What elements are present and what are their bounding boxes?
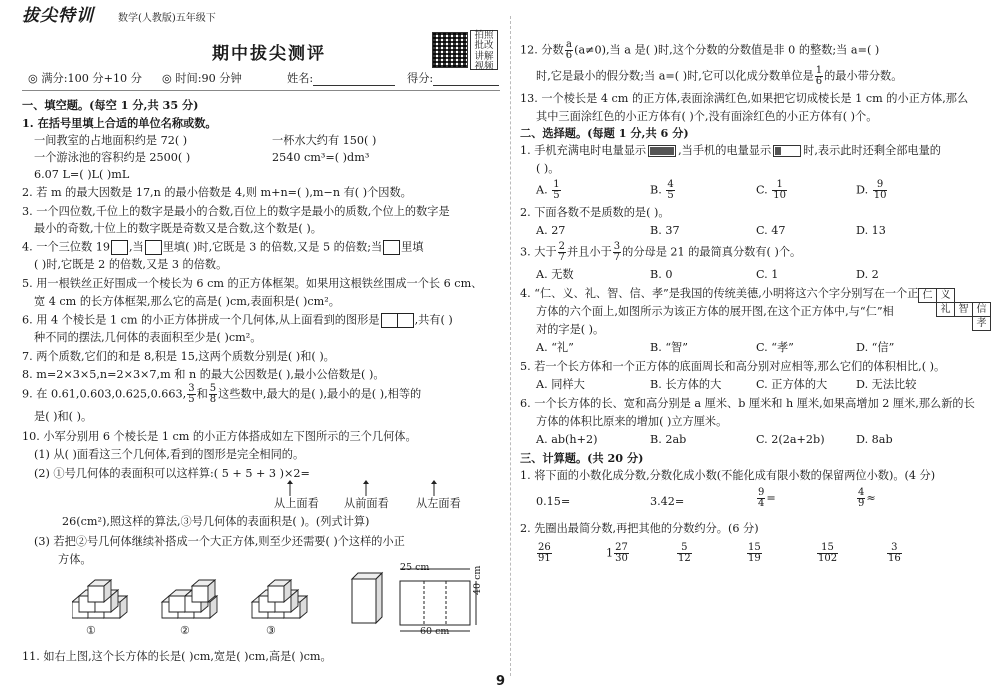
score-field[interactable]: 得分: [407,72,499,86]
k2-text: 2. 先圈出最简分数,再把其他的分数约分。(6 分) [520,522,759,535]
q10-part1: (1) 从( )面看这三个几何体,看到的图形是完全相同的。 [34,448,305,461]
net-face-xiao: 孝 [972,316,991,331]
figure-label-3: ③ [266,624,277,637]
label-top-view: 从上面看 [274,497,319,510]
k1-item-d: $\frac{4}{9}$ ≈ [858,487,876,509]
digit-box [145,240,162,255]
c2-text: 2. 下面各数不是质数的是( )。 [520,206,670,219]
q2-text: 2. 若 m 的最大因数是 17,n 的最小倍数是 4,则 m+n=( ),m−n 有( )个因数。 [22,186,412,199]
fraction: $\frac{1}{6}$ [815,65,823,87]
c4-option-d[interactable]: D. “信” [856,341,895,354]
q1e: 6.07 L=( )L( )mL [34,168,130,181]
c4-line2: 方体的六个面上,如图所示为该正方体的展开图,在这个正方体中,与“仁”相 [536,305,894,318]
section-3-heading: 三、计算题。(共 20 分) [520,451,644,465]
section-2-heading: 二、选择题。(每题 1 分,共 6 分) [520,126,689,140]
net-face-ren: 仁 [918,288,937,303]
q11-text: 11. 如右上图,这个长方体的长是( )cm,宽是( )cm,高是( )cm。 [22,650,332,663]
c6-line2: 方体的体积比原来的增加( )立方厘米。 [536,415,728,428]
c2-option-b[interactable]: B. 37 [650,224,680,237]
top-view-square [397,313,414,328]
qr-tag: 拍照批改 讲解视频 [470,30,498,70]
q10-part2: (2) ①号几何体的表面积可以这样算:( 5 + 5 + 3 )×2= [34,467,310,480]
time-limit: ◎ 时间:90 分钟 [162,72,242,85]
top-view-square [381,313,398,328]
c4-line3: 对的字是( )。 [536,323,605,336]
q6-line2: 种不同的摆法,几何体的表面积至少是( )cm²。 [34,331,262,344]
k2-fraction: 1 $\frac{27}{30}$ [606,542,628,564]
q10-part2-cont: 26(cm²),照这样的算法,③号几何体的表面积是( )。(列式计算) [62,515,370,528]
k2-fraction: $\frac{15}{19}$ [748,542,761,564]
c5-text: 5. 若一个长方体和一个正方体的底面周长和高分别对应相等,那么它们的体积相比,( )。 [520,360,946,373]
k1-item-b: 3.42= [650,495,685,508]
section-1-heading: 一、填空题。(每空 1 分,共 35 分) [22,98,199,112]
c3-option-c[interactable]: C. 1 [756,268,779,281]
c4-line1: 4. “仁、义、礼、智、信、孝”是我国的传统美德,小明将这六个字分别写在一个正 [520,287,919,300]
subject-label: 数学(人教版)五年级下 [118,13,216,24]
c2-option-a[interactable]: A. 27 [536,224,566,237]
c3-option-a[interactable]: A. 无数 [536,268,574,281]
q3-line2: 最小的奇数,十位上的数字既是奇数又是合数,这个数是( )。 [34,222,322,235]
q3-line1: 3. 一个四位数,千位上的数字是最小的合数,百位上的数字是最小的质数,个位上的数字是 [22,205,450,218]
c3-option-b[interactable]: B. 0 [650,268,673,281]
dim-width: 25 cm [400,562,430,573]
brand-logo: 拔尖特训 [22,6,94,26]
k2-fraction: $\frac{15}{102}$ [818,542,838,564]
header-divider [22,90,500,91]
q13-line1: 13. 一个棱长是 4 cm 的正方体,表面涂满红色,如果把它切成棱长是 1 cm 的小正方体,那么 [520,92,969,105]
k2-fraction: $\frac{5}{12}$ [678,542,691,564]
label-left-view: 从左面看 [416,497,461,510]
q10-text: 10. 小军分别用 6 个棱长是 1 cm 的小正方体搭成如左下图所示的三个几何体。 [22,430,417,443]
q1d: 2540 cm³=( )dm³ [272,151,370,164]
fraction: $\frac{5}{8}$ [209,383,217,405]
c1-option-a[interactable]: A. $\frac{1}{5}$ [536,179,560,201]
c4-option-a[interactable]: A. “礼” [536,341,574,354]
net-face-li: 礼 [936,302,955,317]
q9-line1: 9. 在 0.61,0.603,0.625,0.663, $\frac{3}{5}$ 和 $\frac{5}{8}$ 这些数中,最大的是( ),最小的是( ),相等的 [22,383,422,405]
q1b: 一杯水大约有 150( ) [272,134,377,147]
q1a: 一间教室的占地面积约是 72( ) [34,134,188,147]
q4-line2: ( )时,它既是 2 的倍数,又是 3 的倍数。 [34,258,228,271]
c1-option-d[interactable]: D. $\frac{9}{10}$ [856,179,887,201]
column-divider [510,16,511,676]
k2-fraction: $\frac{26}{91}$ [538,542,551,564]
q4-line1: 4. 一个三位数 19 ,当 里填( )时,它既是 3 的倍数,又是 5 的倍数;当 里填 [22,240,424,254]
c6-option-d[interactable]: D. 8ab [856,433,893,446]
cuboid-figure [342,565,492,645]
c1-option-c[interactable]: C. $\frac{1}{10}$ [756,179,787,201]
q12-line1: 12. 分数 $\frac{a}{6}$ (a≠0),当 a 是( )时,这个分数的分数值是非 0 的整数;当 a=( ) [520,39,880,61]
c1-line2: ( )。 [536,162,560,175]
qr-code-icon[interactable] [432,32,468,68]
c4-option-b[interactable]: B. “智” [650,341,688,354]
q10-part3-line1: (3) 若把②号几何体继续补搭成一个大正方体,则至少还需要( )个这样的小正 [34,535,405,548]
c4-option-c[interactable]: C. “孝” [756,341,794,354]
c5-option-a[interactable]: A. 同样大 [536,378,585,391]
figure-3-cubes [252,580,307,618]
c3-text: 3. 大于 $\frac{2}{7}$ 并且小于 $\frac{3}{7}$ 的分母是 21 的最简真分数有( )个。 [520,241,802,263]
c6-option-c[interactable]: C. 2(2a+2b) [756,433,825,446]
name-field[interactable]: 姓名: [287,72,395,86]
c2-option-c[interactable]: C. 47 [756,224,786,237]
fraction: $\frac{a}{6}$ [565,39,573,61]
k2-fraction: $\frac{3}{16}$ [888,542,901,564]
q5-line2: 宽 4 cm 的长方体框架,那么它的高是( )cm,表面积是( )cm²。 [34,295,340,308]
full-score: ◎ 满分:100 分+10 分 [28,72,142,85]
battery-low-icon [773,145,801,157]
k1-text: 1. 将下面的小数化成分数,分数化成小数(不能化成有限小数的保留两位小数)。(4 分) [520,469,936,482]
net-face-zhi: 智 [954,302,973,317]
dim-height: 40 cm [472,565,483,595]
cube-figures [72,572,332,642]
k1-item-c: $\frac{9}{4}$ = [758,487,776,509]
page-title: 期中拔尖测评 [212,44,326,64]
figure-1-cubes [72,580,127,618]
c3-option-d[interactable]: D. 2 [856,268,879,281]
q1c: 一个游泳池的容积约是 2500( ) [34,151,191,164]
figure-2-cubes [162,580,217,618]
c6-option-b[interactable]: B. 2ab [650,433,687,446]
fraction: $\frac{3}{5}$ [188,383,195,405]
q12-line2: 时,它是最小的假分数;当 a=( )时,它可以化成分数单位是 $\frac{1}{6}$ 的最小带分数。 [536,65,903,87]
net-face-yi: 义 [936,288,955,303]
c1-line1: 1. 手机充满电时电量显示 ,当手机的电量显示 时,表示此时还剩全部电量的 [520,144,941,157]
q1-text: 1. 在括号里填上合适的单位名称或数。 [22,116,217,130]
label-front-view: 从前面看 [344,497,389,510]
digit-box [111,240,128,255]
q13-line2: 其中三面涂红色的小正方体有( )个,没有面涂红色的小正方体有( )个。 [536,110,878,123]
q5-line1: 5. 用一根铁丝正好围成一个棱长为 6 cm 的正方体框架。如果用这根铁丝围成一个长 6 cm、 [22,277,483,290]
c2-option-d[interactable]: D. 13 [856,224,886,237]
digit-box [383,240,400,255]
q10-part3-line2: 方体。 [58,553,92,566]
c6-option-a[interactable]: A. ab(h+2) [536,433,598,446]
net-face-xin: 信 [972,302,991,317]
battery-full-icon [648,145,676,157]
page-number: 9 [496,674,506,689]
q7-text: 7. 两个质数,它们的和是 8,积是 15,这两个质数分别是( )和( )。 [22,350,335,363]
dim-length: 60 cm [420,626,450,637]
k1-item-a: 0.15= [536,495,571,508]
c5-option-b[interactable]: B. 长方体的大 [650,378,722,391]
c1-option-b[interactable]: B. $\frac{4}{5}$ [650,179,674,201]
figure-label-1: ① [86,624,97,637]
figure-label-2: ② [180,624,191,637]
q9-line2: 是( )和( )。 [34,410,93,423]
c6-line1: 6. 一个长方体的长、宽和高分别是 a 厘米、b 厘米和 h 厘米,如果高增加 2 厘米,那么新的长 [520,397,975,410]
q6-line1: 6. 用 4 个棱长是 1 cm 的小正方体拼成一个几何体,从上面看到的图形是 ,共有( ) [22,313,453,327]
q8-text: 8. m=2×3×5,n=2×3×7,m 和 n 的最大公因数是( ),最小公倍数是( )。 [22,368,385,381]
c5-option-d[interactable]: D. 无法比较 [856,378,917,391]
c5-option-c[interactable]: C. 正方体的大 [756,378,828,391]
